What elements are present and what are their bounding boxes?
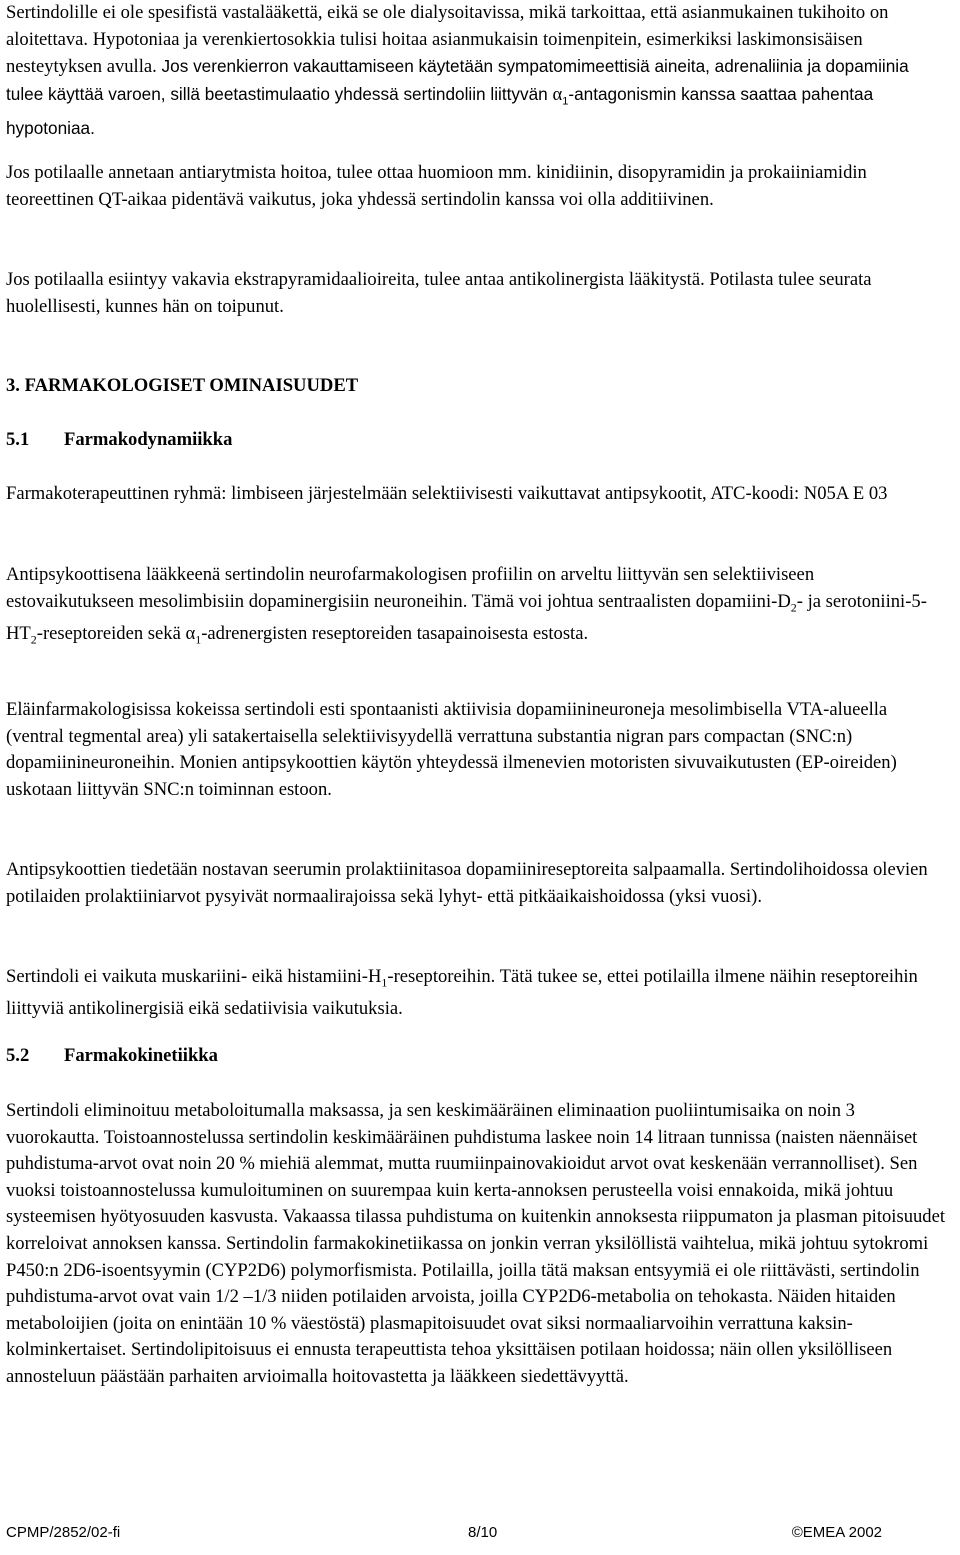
- paragraph-text: -adrenergisten reseptoreiden tasapainoisesta estosta.: [201, 622, 589, 644]
- paragraph-text: Jos verenkierron vakauttamiseen käytetään sympatomimeettisiä aineita, adrenaliinia ja dopamiinia tulee käyttää varoen, sillä beetastimulaatio yhdessä sertindoliin liittyvän: [6, 56, 909, 104]
- paragraph-text: - ja serotoniini-5-HT: [6, 590, 927, 644]
- paragraph-overdose-treatment: [6, 0, 946, 143]
- subscript: 2: [30, 632, 37, 647]
- paragraph-text: -reseptoreihin. Tätä tukee se, ettei potilailla ilmene näihin reseptoreihin liittyviä antikolinergisiä eikä sedatiivisia vaikutuksia.: [6, 966, 918, 1020]
- subscript: 2: [790, 600, 797, 615]
- paragraph-text: -reseptoreiden sekä: [36, 622, 186, 644]
- paragraph-text: Sertindoli ei vaikuta muskariini- eikä histamiini-H: [6, 966, 382, 987]
- paragraph-antiarrhythmic: Jos potilaalle annetaan antiarytmista hoitoa, tulee ottaa huomioon mm. kinidiinin, disopyramidin ja prokaiiniamidin teoreettinen QT-aikaa pidentävä vaikutus, joka yhdessä sertindolin kanssa voi olla additiivinen.: [6, 162, 867, 210]
- subscript: 1: [562, 95, 569, 108]
- section-title: Farmakodynamiikka: [64, 429, 233, 450]
- paragraph-text: Antipsykoottisena lääkkeenä sertindolin neurofarmakologisen profiilin on arveltu liittyvän sen selektiiviseen estovaikutukseen mesolimbisiin dopaminergisiin neuroneihin. Tämä voi johtua sentraalisten dopamiini-D: [6, 564, 815, 612]
- paragraph-neuropharmacology: [6, 562, 946, 653]
- section-heading-3: 3. FARMAKOLOGISET OMINAISUUDET: [6, 375, 359, 396]
- subscript: 1: [381, 975, 388, 990]
- page-number: 8/10: [468, 1524, 498, 1541]
- subscript: 1: [195, 632, 202, 647]
- alpha-symbol: α: [552, 83, 563, 105]
- document-id: CPMP/2852/02-fi: [6, 1524, 121, 1541]
- paragraph-pharmacokinetics: Sertindoli eliminoituu metaboloitumalla maksassa, ja sen keskimääräinen eliminaation puoliintumisaika on noin 3 vuorokautta. Toistoannostelussa sertindolin keskimääräinen puhdistuma laskee noin 14 litraan tunnissa (naisten näennäiset puhdistuma-arvot ovat noin 20 % miehiä alemmat, mutta ruumiinpainovakioidut arvot ovat keskenään verrannolliset). Sen vuoksi toistoannostelussa kumuloituminen on suurempaa kuin kerta-annoksen perusteella voisi ennakoida, mikä johtuu systeemisen hyötyosuuden kasvusta. Vakaassa tilassa puhdistuma on kuitenkin annoksesta riippumaton ja plasman pitoisuudet korreloivat annoksen kanssa. Sertindolin farmakokinetiikassa on jonkin verran yksilöllistä vaihtelua, mikä johtuu sytokromi P450:n 2D6-isoentsyymin (CYP2D6) polymorfismista. Potilailla, joilla tätä maksan entsyymiä ei ole riittävästi, sertindolin puhdistuma-arvot ovat vain 1/2 –1/3 niiden potilaiden arvoista, joilla CYP2D6-metabolia on tehokasta. Näiden hitaiden metaboloijien (joita on enintään 10 % väestöstä) plasmapitoisuudet ovat siksi normaaliarvoihin verrattuna kaksin-kolminkertaiset. Sertindolipitoisuus ei ennusta terapeuttista tehoa yksittäisen potilaan hoidossa; näin ollen yksilölliseen annosteluun päästään parhaiten arvioimalla hoitovastetta ja lääkkeen siedettävyyttä.: [6, 1100, 946, 1387]
- paragraph-muscarinic: [6, 964, 946, 1023]
- section-heading-5-1: [6, 427, 232, 454]
- copyright-notice: [792, 1524, 882, 1541]
- copyright-text: EMEA 2002: [802, 1524, 882, 1541]
- paragraph-prolactin: Antipsykoottien tiedetään nostavan seerumin prolaktiinitasoa dopamiinireseptoreita salpaamalla. Sertindolihoidossa olevien potilaiden prolaktiiniarvot pysyivät normaalirajoissa sekä lyhyt- että pitkäaikaishoidossa (yksi vuosi).: [6, 859, 928, 907]
- section-number: 5.2: [6, 1045, 30, 1066]
- section-title: Farmakokinetiikka: [64, 1045, 218, 1066]
- paragraph-pharmacotherapeutic-group: Farmakoterapeuttinen ryhmä: limbiseen järjestelmään selektiivisesti vaikuttavat antipsykootit, ATC-koodi: N05A E 03: [6, 483, 888, 504]
- paragraph-text: -antagonismin kanssa saattaa pahentaa hypotoniaa.: [6, 83, 874, 139]
- paragraph-extrapyramidal: Jos potilaalla esiintyy vakavia ekstrapyramidaalioireita, tulee antaa antikolinergista lääkitystä. Potilasta tulee seurata huolellisesti, kunnes hän on toipunut.: [6, 269, 872, 317]
- paragraph-animal-pharmacology: Eläinfarmakologisissa kokeissa sertindoli esti spontaanisti aktiivisia dopamiinineuroneja mesolimbisella VTA-alueella (ventral tegmental area) yli satakertaisella selektiivisyydellä verrattuna substantia nigran pars compactan (SNC:n) dopamiinineuroneihin. Monien antipsykoottien käytön yhteydessä ilmenevien motoristen sivuvaikutusten (EP-oireiden) uskotaan liittyvän SNC:n toiminnan estoon.: [6, 699, 897, 800]
- section-heading-5-2: [6, 1043, 218, 1070]
- paragraph-text: Sertindolille ei ole spesifistä vastalääkettä, eikä se ole dialysoitavissa, mikä tarkoittaa, että asianmukainen tukihoito on aloitettava. Hypotoniaa ja verenkiertosokkia tulisi hoitaa asianmukaisin toimenpitein, esimerkiksi laskimonsisäisen nesteytyksen avulla.: [6, 2, 889, 78]
- copyright-icon: ©: [791, 1524, 803, 1541]
- section-number: 5.1: [6, 429, 30, 450]
- alpha-symbol: α: [185, 622, 196, 644]
- page-footer: [6, 1524, 882, 1548]
